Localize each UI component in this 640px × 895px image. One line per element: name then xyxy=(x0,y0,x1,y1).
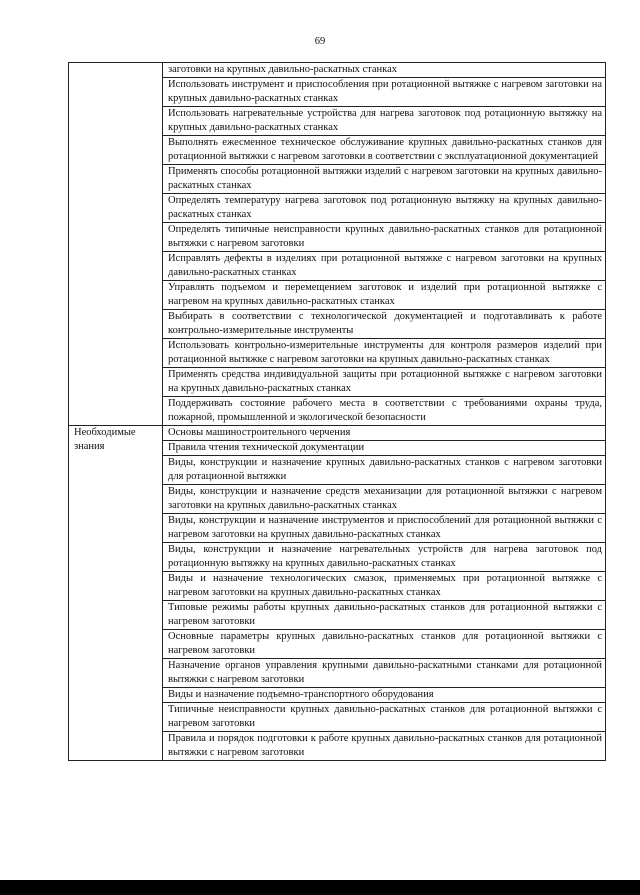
scan-edge-bar xyxy=(0,880,640,895)
skill-item: Использовать инструмент и приспособления при ротационной вытяжке с нагревом заготовки на крупных давильно-раскатных станках xyxy=(163,78,606,107)
skill-item: заготовки на крупных давильно-раскатных станках xyxy=(163,63,606,78)
table-row xyxy=(69,63,606,78)
knowledge-item: Основы машиностроительного черчения xyxy=(163,426,606,441)
skill-item: Выполнять ежесменное техническое обслуживание крупных давильно-раскатных станков для ротационной вытяжки с нагревом заготовки в соответствии с эксплуатационной документацией xyxy=(163,136,606,165)
page-number: 69 xyxy=(314,36,326,47)
knowledge-item: Виды, конструкции и назначение средств механизации для ротационной вытяжки с нагревом заготовки на крупных давильно-раскатных станках xyxy=(163,485,606,514)
skill-item: Выбирать в соответствии с технологической документацией и подготавливать к работе контрольно-измерительные инструменты xyxy=(163,310,606,339)
skills-label-cell xyxy=(69,63,163,426)
knowledge-label: Необходимые знания xyxy=(69,426,163,761)
knowledge-item: Виды, конструкции и назначение нагревательных устройств для нагрева заготовок под ротационную вытяжку на крупных давильно-раскатных станках xyxy=(163,543,606,572)
skill-item: Поддерживать состояние рабочего места в соответствии с требованиями охраны труда, пожарной, промышленной и экологической безопасности xyxy=(163,397,606,426)
skill-item: Определять температуру нагрева заготовок под ротационную вытяжку на крупных давильно-раскатных станках xyxy=(163,194,606,223)
knowledge-item: Виды и назначение подъемно-транспортного оборудования xyxy=(163,688,606,703)
skill-item: Управлять подъемом и перемещением заготовок и изделий при ротационной вытяжке с нагревом на крупных давильно-раскатных станках xyxy=(163,281,606,310)
skill-item: Использовать нагревательные устройства для нагрева заготовок под ротационную вытяжку на крупных давильно-раскатных станках xyxy=(163,107,606,136)
table-row xyxy=(69,426,606,441)
knowledge-item: Назначение органов управления крупными давильно-раскатными станками для ротационной вытяжки с нагревом заготовки xyxy=(163,659,606,688)
skill-item: Применять средства индивидуальной защиты при ротационной вытяжке с нагревом заготовки на крупных давильно-раскатных станках xyxy=(163,368,606,397)
knowledge-item: Основные параметры крупных давильно-раскатных станков для ротационной вытяжки с нагревом заготовки xyxy=(163,630,606,659)
knowledge-item: Виды, конструкции и назначение крупных давильно-раскатных станков с нагревом заготовки для ротационной вытяжки xyxy=(163,456,606,485)
skill-item: Исправлять дефекты в изделиях при ротационной вытяжке с нагревом заготовки на крупных давильно-раскатных станках xyxy=(163,252,606,281)
skill-item: Применять способы ротационной вытяжки изделий с нагревом заготовки на крупных давильно-раскатных станках xyxy=(163,165,606,194)
knowledge-item: Виды, конструкции и назначение инструментов и приспособлений для ротационной вытяжки с нагревом заготовки на крупных давильно-раскатных станках xyxy=(163,514,606,543)
knowledge-item: Типичные неисправности крупных давильно-раскатных станков для ротационной вытяжки с нагревом заготовки xyxy=(163,703,606,732)
knowledge-item: Виды и назначение технологических смазок, применяемых при ротационной вытяжке с нагревом заготовки на крупных давильно-раскатных станках xyxy=(163,572,606,601)
knowledge-item: Правила и порядок подготовки к работе крупных давильно-раскатных станков для ротационной вытяжки с нагревом заготовки xyxy=(163,732,606,761)
skill-item: Определять типичные неисправности крупных давильно-раскатных станков для ротационной вытяжки с нагревом заготовки xyxy=(163,223,606,252)
knowledge-item: Типовые режимы работы крупных давильно-раскатных станков для ротационной вытяжки с нагревом заготовки xyxy=(163,601,606,630)
requirements-table xyxy=(68,62,606,761)
knowledge-item: Правила чтения технической документации xyxy=(163,441,606,456)
skill-item: Использовать контрольно-измерительные инструменты для контроля размеров изделий при ротационной вытяжке с нагревом заготовки на крупных давильно-раскатных станках xyxy=(163,339,606,368)
